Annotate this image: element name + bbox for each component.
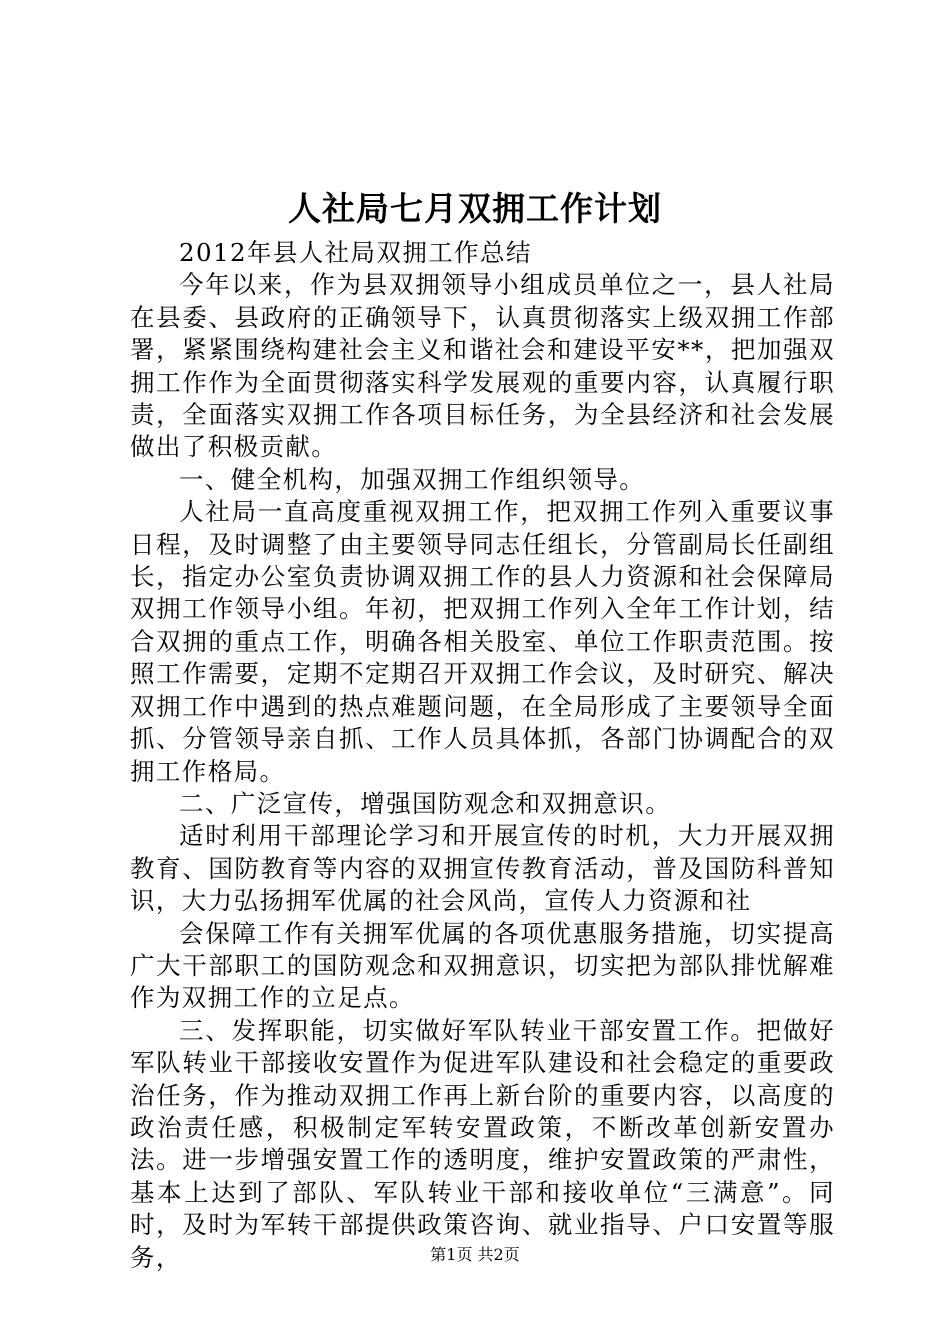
paragraph-section-1: 人社局一直高度重视双拥工作，把双拥工作列入重要议事日程，及时调整了由主要领导同志任组长，分管副局长任副组长，指定办公室负责协调双拥工作的县人力资源和社会保障局双拥工作领导小组。年初，把双拥工作列入全年工作计划，结合双拥的重点工作，明确各相关股室、单位工作职责范围。按照工作需要，定期不定期召开双拥工作会议，及时研究、解决双拥工作中遇到的热点难题问题，在全局形成了主要领导全面抓、分管领导亲自抓、工作人员具体抓，各部门协调配合的双拥工作格局。 bbox=[130, 497, 835, 786]
document-title: 人社局七月双拥工作计划 bbox=[288, 189, 662, 228]
paragraph-subtitle: 2012年县人社局双拥工作总结 bbox=[179, 238, 532, 267]
section-heading-2: 二、广泛宣传，增强国防观念和双拥意识。 bbox=[179, 788, 672, 818]
section-heading-1: 一、健全机构，加强双拥工作组织领导。 bbox=[179, 464, 646, 494]
paragraph-intro: 今年以来，作为县双拥领导小组成员单位之一，县人社局在县委、县政府的正确领导下，认真贯彻落实上级双拥工作部署，紧紧围绕构建社会主义和谐社会和建设平安**，把加强双拥工作作为全面贯彻落实科学发展观的重要内容，认真履行职责，全面落实双拥工作各项目标任务，为全县经济和社会发展做出了积极贡献。 bbox=[130, 270, 835, 462]
paragraph-section-2b: 会保障工作有关拥军优属的各项优惠服务措施，切实提高广大干部职工的国防观念和双拥意识，切实把为部队排忧解难作为双拥工作的立足点。 bbox=[130, 918, 835, 1013]
page-footer: 第1页 共2页 bbox=[430, 1245, 520, 1264]
paragraph-section-2a: 适时利用干部理论学习和开展宣传的时机，大力开展双拥教育、国防教育等内容的双拥宣传教育活动，普及国防科普知识，大力弘扬拥军优属的社会风尚，宣传人力资源和社 bbox=[130, 821, 835, 916]
document-body bbox=[130, 237, 835, 1274]
paragraph-section-3: 三、发挥职能，切实做好军队转业干部安置工作。把做好军队转业干部接收安置作为促进军队建设和社会稳定的重要政治任务，作为推动双拥工作再上新台阶的重要内容，以高度的政治责任感，积极制定军转安置政策，不断改革创新安置办法。进一步增强安置工作的透明度，维护安置政策的严肃性，基本上达到了部队、军队转业干部和接收单位“三满意”。同时，及时为军转干部提供政策咨询、就业指导、户口安置等服务， bbox=[130, 1015, 835, 1272]
